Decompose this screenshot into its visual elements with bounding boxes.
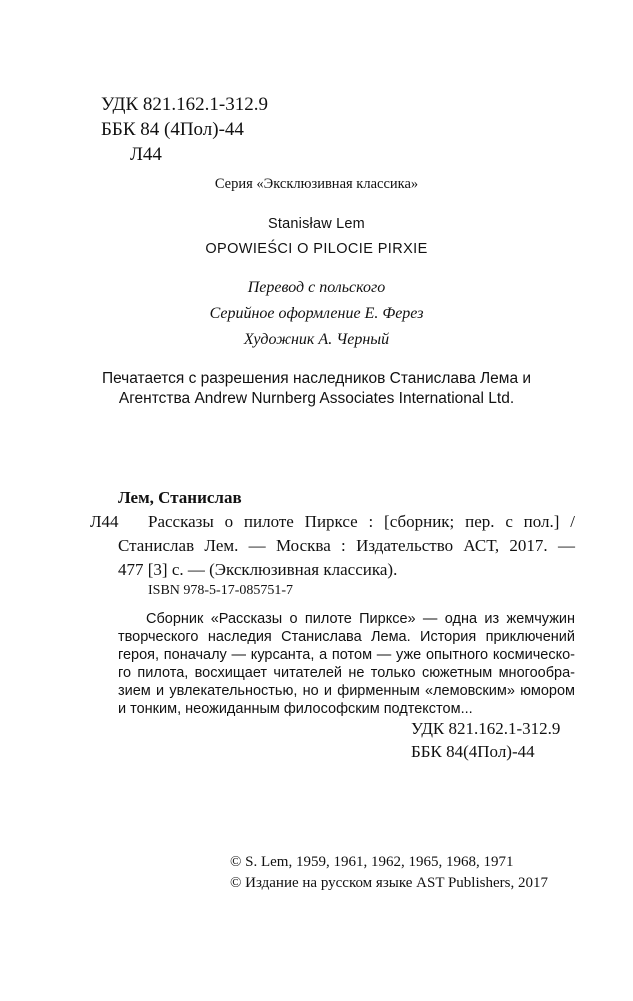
- author-mark: Л44: [130, 144, 162, 165]
- annotation-line-4: го пилота, восхищает читателей не только сюжетным многообра-: [118, 665, 575, 681]
- annotation-line-5: зием и увлекательностью, но и фирменным «лемовским» юмором: [118, 683, 575, 699]
- catalog-author-heading: Лем, Станислав: [118, 488, 242, 507]
- series-line: Серия «Эксклюзивная классика»: [214, 176, 419, 192]
- annotation-line-3: героя, поначалу — курсанта, а потом — уже опытного космическо-: [118, 647, 575, 663]
- permission-line-2: Агентства Andrew Nurnberg Associates International Ltd.: [118, 390, 515, 407]
- copyright-edition: © Издание на русском языке AST Publishers, 2017: [230, 875, 548, 891]
- biblio-line-3: 477 [3] с. — (Эксклюзивная классика).: [118, 560, 398, 579]
- artist-credit: Художник А. Черный: [243, 331, 390, 348]
- card-bbk: ББК 84(4Пол)-44: [411, 742, 535, 761]
- copyright-author: © S. Lem, 1959, 1961, 1962, 1965, 1968, 1971: [230, 854, 514, 870]
- card-udk: УДК 821.162.1-312.9: [411, 719, 561, 738]
- annotation-line-6: и тонким, неожиданным философским подтекстом...: [118, 701, 473, 717]
- annotation-line-2: творческого наследия Станислава Лема. История приключений: [118, 629, 575, 645]
- annotation-line-1: Сборник «Рассказы о пилоте Пирксе» — одна из жемчужин: [146, 611, 575, 627]
- catalog-author-mark: Л44: [90, 512, 119, 531]
- bbk-code: ББК 84 (4Пол)-44: [101, 119, 244, 140]
- translation-credit: Перевод с польского: [247, 279, 386, 296]
- series-design-credit: Серийное оформление Е. Ферез: [209, 305, 424, 322]
- original-author: Stanisław Lem: [268, 216, 365, 232]
- udk-code: УДК 821.162.1-312.9: [101, 94, 268, 115]
- biblio-line-1: Рассказы о пилоте Пирксе : [сборник; пер. с пол.] /: [148, 512, 575, 531]
- isbn: ISBN 978-5-17-085751-7: [148, 583, 294, 598]
- biblio-line-2: Станислав Лем. — Москва : Издательство АСТ, 2017. —: [118, 536, 575, 555]
- permission-line-1: Печатается с разрешения наследников Станислава Лема и: [101, 370, 532, 387]
- original-title: OPOWIEŚCI O PILOCIE PIRXIE: [205, 241, 428, 257]
